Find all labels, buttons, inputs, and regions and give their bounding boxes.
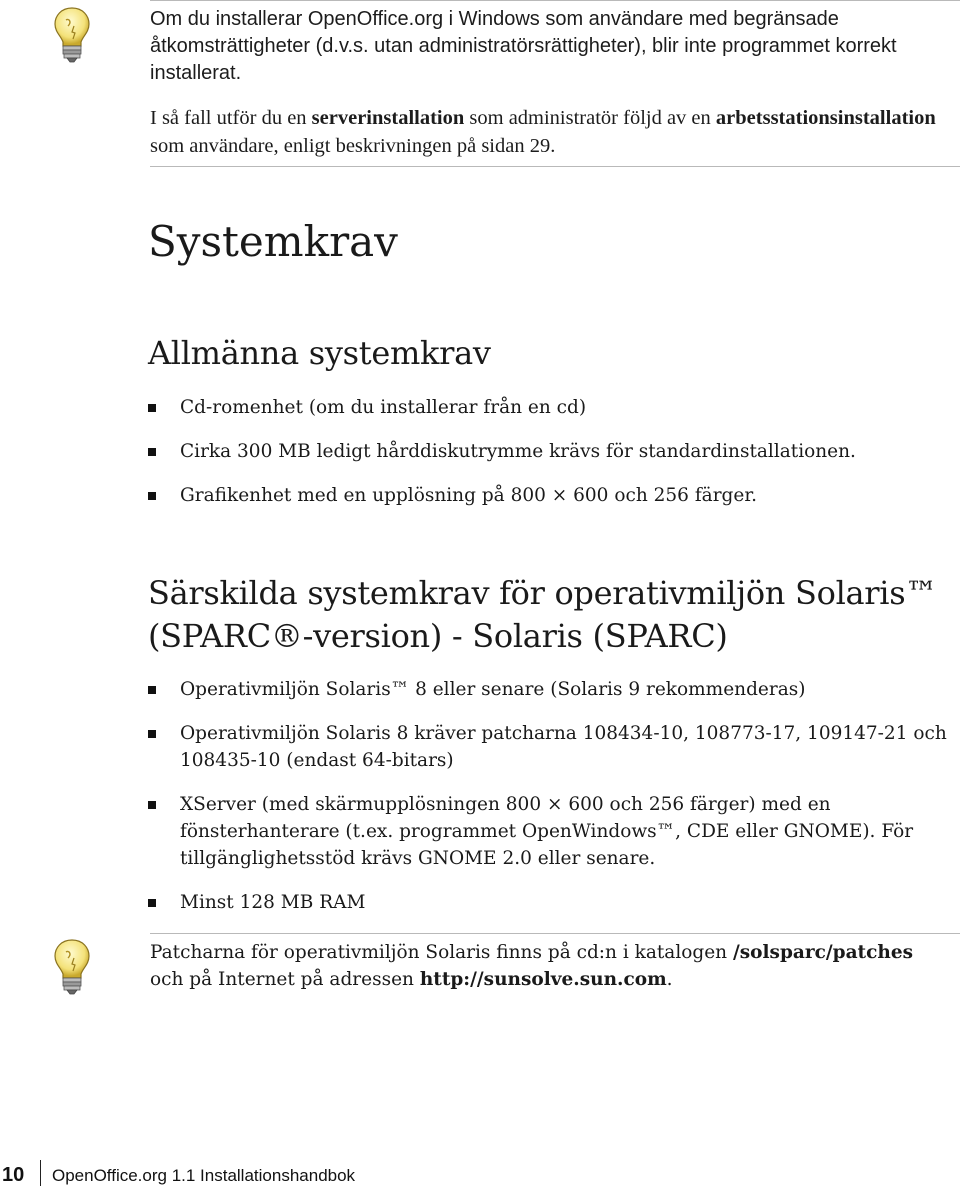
note-top-paragraph-2 (150, 104, 960, 160)
note-top-paragraph-1: Om du installerar OpenOffice.org i Windows som användare med begränsade åtkomsträttigheter (d.v.s. utan administratörsrättigheter), blir inte programmet korrekt installerat. (150, 8, 897, 84)
general-requirements-list (148, 394, 960, 509)
note-bottom-text: och på Internet på adressen (150, 969, 420, 990)
list-item-text: Operativmiljön Solaris 8 kräver patcharna 108434-10, 108773-17, 109147-21 och 108435-10 (endast 64-bitars) (180, 723, 947, 771)
list-item (148, 438, 960, 465)
list-item-text: XServer (med skärmupplösningen 800 × 600 och 256 färger) med en fönsterhanterare (t.ex. programmet OpenWindows™, CDE eller GNOME). För tillgänglighetsstöd krävs GNOME 2.0 eller senare. (180, 794, 914, 869)
page-footer (0, 1160, 960, 1186)
patches-path: /solsparc/patches (732, 942, 913, 963)
section-heading-general: Allmänna systemkrav (148, 334, 491, 372)
list-item (148, 720, 950, 774)
list-item-text: Operativmiljön Solaris™ 8 eller senare (Solaris 9 rekommenderas) (180, 679, 806, 700)
note-top-text: I så fall utför du en (150, 107, 312, 129)
footer-divider (40, 1160, 41, 1186)
note-top (150, 6, 960, 160)
sunsolve-url: http://sunsolve.sun.com (419, 969, 667, 990)
note-top-bold-term: arbetsstationsinstallation (715, 107, 936, 129)
bullet-icon (148, 730, 156, 738)
bullet-icon (148, 686, 156, 694)
bullet-icon (148, 492, 156, 500)
note-bottom (150, 939, 940, 993)
note-top-bold-term: serverinstallation (311, 107, 465, 129)
list-item (148, 889, 950, 916)
list-item-text: Grafikenhet med en upplösning på 800 × 600 och 256 färger. (180, 485, 758, 506)
list-item-text: Cirka 300 MB ledigt hårddiskutrymme krävs för standardinstallationen. (180, 441, 856, 462)
bullet-icon (148, 448, 156, 456)
note-top-text: som användare, enligt beskrivningen på sidan 29. (150, 135, 556, 157)
list-item (148, 394, 960, 421)
note-top-bottom-rule (150, 166, 960, 167)
bullet-icon (148, 899, 156, 907)
list-item (148, 482, 960, 509)
page-title: Systemkrav (148, 217, 398, 266)
list-item (148, 791, 950, 872)
note-bottom-text: . (666, 969, 673, 990)
list-item-text: Cd-romenhet (om du installerar från en cd) (180, 397, 587, 418)
note-top-rule (150, 0, 960, 1)
note-bottom-paragraph (150, 939, 940, 993)
solaris-requirements-list (148, 676, 950, 916)
list-item-text: Minst 128 MB RAM (180, 892, 366, 913)
lightbulb-icon (52, 938, 92, 996)
section-heading-solaris: Särskilda systemkrav för operativmiljön Solaris™ (SPARC®-version) - Solaris (SPARC) (148, 574, 938, 655)
book-title: OpenOffice.org 1.1 Installationshandbok (52, 1166, 356, 1185)
note-bottom-text: Patcharna för operativmiljön Solaris finns på cd:n i katalogen (150, 942, 733, 963)
list-item (148, 676, 950, 703)
page-number: 10 (2, 1164, 25, 1186)
lightbulb-icon (52, 6, 92, 64)
bullet-icon (148, 404, 156, 412)
note-top-text: som administratör följd av en (464, 107, 716, 129)
note-bottom-rule (150, 933, 960, 934)
bullet-icon (148, 801, 156, 809)
